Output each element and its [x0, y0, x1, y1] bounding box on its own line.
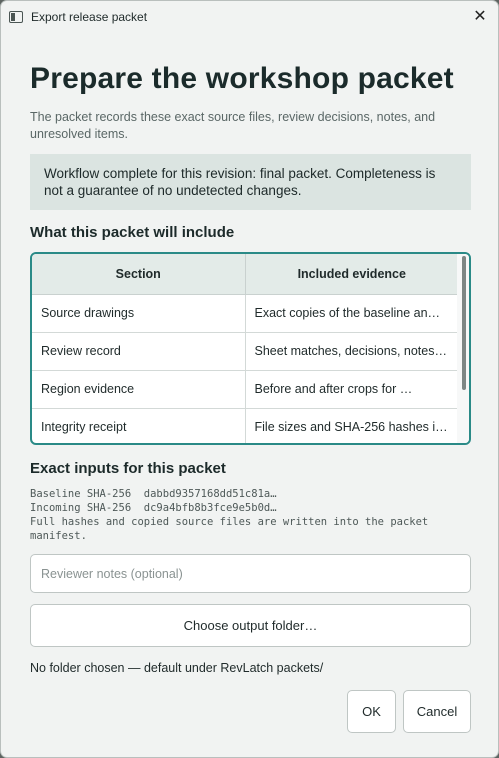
- reviewer-notes-input[interactable]: [30, 554, 471, 593]
- manifest-note-line: manifest.: [30, 530, 87, 542]
- dialog-content: [30, 33, 471, 675]
- table-header-row: [32, 254, 459, 294]
- window-title: Export release packet: [31, 10, 148, 24]
- row-section-cell: Review record: [32, 332, 245, 370]
- row-evidence-cell: Before and after crops for …: [245, 370, 459, 408]
- status-banner: Workflow complete for this revision: final packet. Completeness is not a guarantee of no undetected changes.: [30, 154, 471, 210]
- row-section-cell: Integrity receipt: [32, 408, 245, 445]
- table-row[interactable]: [32, 408, 459, 445]
- hash-summary: [30, 487, 471, 543]
- app-window-icon: [9, 11, 23, 23]
- ok-button[interactable]: OK: [347, 690, 396, 733]
- inputs-section-title: Exact inputs for this packet: [30, 460, 226, 477]
- scrollbar-thumb[interactable]: [462, 256, 466, 390]
- manifest-note-line: Full hashes and copied source files are written into the packet: [30, 516, 429, 528]
- table-row[interactable]: [32, 294, 459, 332]
- title-bar: [1, 1, 498, 33]
- column-header-evidence[interactable]: Included evidence: [245, 254, 459, 294]
- folder-status-text: No folder chosen — default under RevLatch packets/: [30, 661, 324, 675]
- include-section-title: What this packet will include: [30, 224, 235, 241]
- column-header-section[interactable]: Section: [32, 254, 245, 294]
- page-title: Prepare the workshop packet: [30, 62, 454, 95]
- row-section-cell: Region evidence: [32, 370, 245, 408]
- table-scrollbar[interactable]: [457, 254, 469, 443]
- evidence-table: [32, 254, 459, 445]
- row-evidence-cell: File sizes and SHA-256 hashes i…: [245, 408, 459, 445]
- row-evidence-cell: Sheet matches, decisions, notes…: [245, 332, 459, 370]
- row-evidence-cell: Exact copies of the baseline an…: [245, 294, 459, 332]
- choose-output-folder-button[interactable]: Choose output folder…: [30, 604, 471, 647]
- close-button[interactable]: ✕: [473, 8, 487, 25]
- row-section-cell: Source drawings: [32, 294, 245, 332]
- incoming-hash-line: Incoming SHA-256 dc9a4bfb8b3fce9e5b0d…: [30, 502, 277, 514]
- include-table[interactable]: [30, 252, 471, 445]
- table-row[interactable]: [32, 332, 459, 370]
- intro-text: The packet records these exact source files, review decisions, notes, and unresolved items.: [30, 110, 436, 141]
- baseline-hash-line: Baseline SHA-256 dabbd9357168dd51c81a…: [30, 488, 277, 500]
- cancel-button[interactable]: Cancel: [403, 690, 471, 733]
- table-row[interactable]: [32, 370, 459, 408]
